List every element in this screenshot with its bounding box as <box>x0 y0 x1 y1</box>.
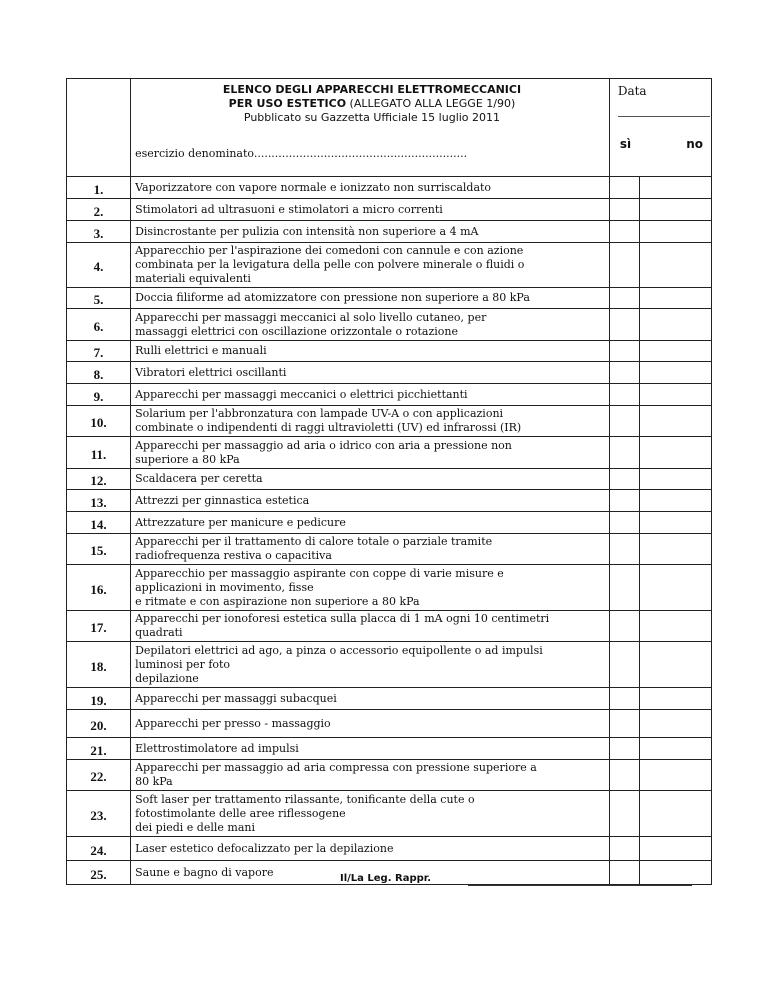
description-line: Laser estetico defocalizzato per la depilazione <box>135 841 394 855</box>
item-number: 12. <box>67 469 131 490</box>
description-line: Doccia filiforme ad atomizzatore con pressione non superiore a 80 kPa <box>135 291 530 304</box>
description-line: Solarium per l'abbronzatura con lampade UV-A o con applicazioni <box>135 407 504 420</box>
table-row <box>67 406 712 437</box>
si-checkbox-cell[interactable] <box>609 611 639 642</box>
description-line: Soft laser per trattamento rilassante, tonificante della cute o <box>135 792 475 806</box>
si-checkbox-cell[interactable] <box>609 243 639 288</box>
item-description <box>131 406 610 437</box>
item-number: 20. <box>67 710 131 738</box>
item-number: 10. <box>67 406 131 437</box>
item-number: 1. <box>67 177 131 199</box>
document-title <box>135 79 609 111</box>
item-number: 25. <box>67 861 131 885</box>
no-checkbox-cell[interactable] <box>639 837 711 861</box>
document-subtitle: Pubblicato su Gazzetta Ufficiale 15 luglio 2011 <box>243 111 501 124</box>
description-line: fotostimolante delle aree riflessogene <box>135 806 346 820</box>
title-line2-bold: PER USO ESTETICO <box>228 97 347 110</box>
si-checkbox-cell[interactable] <box>609 512 639 534</box>
table-row <box>67 490 712 512</box>
no-checkbox-cell[interactable] <box>639 791 711 837</box>
si-checkbox-cell[interactable] <box>609 406 639 437</box>
table-row <box>67 341 712 362</box>
item-number: 4. <box>67 243 131 288</box>
item-description <box>131 738 610 760</box>
description-line: Apparecchi per il trattamento di calore totale o parziale tramite <box>135 535 493 548</box>
date-field-line[interactable] <box>618 116 710 117</box>
no-checkbox-cell[interactable] <box>639 710 711 738</box>
item-number: 2. <box>67 199 131 221</box>
header-row <box>67 79 712 177</box>
no-checkbox-cell[interactable] <box>639 642 711 688</box>
esercizio-field[interactable]: esercizio denominato............................................................. <box>135 147 468 160</box>
item-description <box>131 177 610 199</box>
si-checkbox-cell[interactable] <box>609 469 639 490</box>
item-number: 14. <box>67 512 131 534</box>
description-line: 80 kPa <box>135 775 173 788</box>
item-number: 19. <box>67 688 131 710</box>
description-line: Vibratori elettrici oscillanti <box>135 365 287 379</box>
no-checkbox-cell[interactable] <box>639 309 711 341</box>
item-description <box>131 760 610 791</box>
table-row <box>67 177 712 199</box>
description-line: radiofrequenza restiva o capacitiva <box>135 549 332 562</box>
no-checkbox-cell[interactable] <box>639 611 711 642</box>
si-checkbox-cell[interactable] <box>609 565 639 611</box>
description-line: Apparecchio per l'aspirazione dei comedoni con cannule e con azione <box>135 244 524 257</box>
no-checkbox-cell[interactable] <box>639 341 711 362</box>
description-line: superiore a 80 kPa <box>135 452 240 466</box>
si-checkbox-cell[interactable] <box>609 760 639 791</box>
no-checkbox-cell[interactable] <box>639 288 711 309</box>
description-line: Rulli elettrici e manuali <box>135 344 267 357</box>
table-row <box>67 688 712 710</box>
description-line: Apparecchi per massaggi subacquei <box>135 691 337 705</box>
item-number: 9. <box>67 384 131 406</box>
item-description <box>131 512 610 534</box>
si-checkbox-cell[interactable] <box>609 221 639 243</box>
item-description <box>131 710 610 738</box>
si-checkbox-cell[interactable] <box>609 288 639 309</box>
description-line: dei piedi e delle mani <box>135 820 255 834</box>
no-checkbox-cell[interactable] <box>639 760 711 791</box>
item-number: 8. <box>67 362 131 384</box>
description-line: Apparecchi per ionoforesi estetica sulla placca di 1 mA ogni 10 centimetri <box>135 612 550 625</box>
data-cell <box>609 79 711 177</box>
title-line2-rest: (ALLEGATO ALLA LEGGE 1/90) <box>346 97 516 110</box>
si-checkbox-cell[interactable] <box>609 710 639 738</box>
si-checkbox-cell[interactable] <box>609 791 639 837</box>
no-checkbox-cell[interactable] <box>639 565 711 611</box>
item-description <box>131 688 610 710</box>
item-description <box>131 837 610 861</box>
description-line: luminosi per foto <box>135 657 231 671</box>
item-description <box>131 490 610 512</box>
signature-label: Il/La Leg. Rappr. <box>340 873 432 884</box>
item-description <box>131 469 610 490</box>
item-number: 6. <box>67 309 131 341</box>
description-line: depilazione <box>135 671 199 685</box>
no-checkbox-cell[interactable] <box>639 861 711 885</box>
no-checkbox-cell[interactable] <box>639 688 711 710</box>
signature-line[interactable] <box>468 885 692 886</box>
description-line: Apparecchi per massaggio ad aria o idrico con aria a pressione non <box>135 438 512 452</box>
checklist-sheet <box>66 78 712 885</box>
si-checkbox-cell[interactable] <box>609 642 639 688</box>
description-line: e ritmate e con aspirazione non superiore a 80 kPa <box>135 594 420 608</box>
description-line: massaggi elettrici con oscillazione orizzontale o rotazione <box>135 324 458 338</box>
description-line: quadrati <box>135 626 183 639</box>
description-line: Disincrostante per pulizia con intensità non superiore a 4 mA <box>135 224 479 238</box>
no-checkbox-cell[interactable] <box>639 243 711 288</box>
item-description <box>131 642 610 688</box>
no-checkbox-cell[interactable] <box>639 199 711 221</box>
table-row <box>67 642 712 688</box>
si-checkbox-cell[interactable] <box>609 341 639 362</box>
item-number: 11. <box>67 437 131 469</box>
table-row <box>67 534 712 565</box>
table-row <box>67 437 712 469</box>
item-number: 22. <box>67 760 131 791</box>
item-number: 23. <box>67 791 131 837</box>
item-description <box>131 309 610 341</box>
si-checkbox-cell[interactable] <box>609 437 639 469</box>
table-row <box>67 837 712 861</box>
si-checkbox-cell[interactable] <box>609 490 639 512</box>
table-row <box>67 738 712 760</box>
si-checkbox-cell[interactable] <box>609 309 639 341</box>
description-line: Apparecchi per massaggi meccanici o elettrici picchiettanti <box>135 387 468 401</box>
item-number: 13. <box>67 490 131 512</box>
si-checkbox-cell[interactable] <box>609 534 639 565</box>
no-checkbox-cell[interactable] <box>639 469 711 490</box>
table-row <box>67 309 712 341</box>
description-line: Saune e bagno di vapore <box>135 865 274 879</box>
table-row <box>67 565 712 611</box>
si-checkbox-cell[interactable] <box>609 861 639 885</box>
no-column-label: no <box>686 137 703 151</box>
description-line: Attrezzi per ginnastica estetica <box>135 493 310 507</box>
table-row <box>67 512 712 534</box>
no-checkbox-cell[interactable] <box>639 221 711 243</box>
item-description <box>131 341 610 362</box>
item-number: 17. <box>67 611 131 642</box>
item-description <box>131 288 610 309</box>
item-description <box>131 565 610 611</box>
no-checkbox-cell[interactable] <box>639 512 711 534</box>
item-number: 16. <box>67 565 131 611</box>
item-description <box>131 362 610 384</box>
no-checkbox-cell[interactable] <box>639 437 711 469</box>
item-number: 7. <box>67 341 131 362</box>
item-number: 3. <box>67 221 131 243</box>
item-description <box>131 384 610 406</box>
header-title-cell <box>131 79 610 177</box>
item-description <box>131 243 610 288</box>
table-row <box>67 288 712 309</box>
table-row <box>67 221 712 243</box>
item-number: 21. <box>67 738 131 760</box>
si-checkbox-cell[interactable] <box>609 837 639 861</box>
si-checkbox-cell[interactable] <box>609 362 639 384</box>
no-checkbox-cell[interactable] <box>639 490 711 512</box>
description-line: combinate o indipendenti di raggi ultravioletti (UV) ed infrarossi (IR) <box>135 421 522 434</box>
description-line: Apparecchi per massaggio ad aria compressa con pressione superiore a <box>135 761 537 774</box>
item-description <box>131 437 610 469</box>
si-checkbox-cell[interactable] <box>609 384 639 406</box>
description-line: Apparecchi per massaggi meccanici al solo livello cutaneo, per <box>135 310 487 324</box>
no-checkbox-cell[interactable] <box>639 534 711 565</box>
table-row <box>67 199 712 221</box>
description-line: Apparecchi per presso - massaggio <box>135 716 331 730</box>
si-checkbox-cell[interactable] <box>609 738 639 760</box>
description-line: Elettrostimolatore ad impulsi <box>135 741 299 755</box>
table-row <box>67 710 712 738</box>
table-row <box>67 791 712 837</box>
si-column-label: sì <box>619 137 632 151</box>
description-line: Attrezzature per manicure e pedicure <box>135 515 346 529</box>
data-label: Data <box>617 84 647 98</box>
description-line: Stimolatori ad ultrasuoni e stimolatori a micro correnti <box>135 202 443 216</box>
si-checkbox-cell[interactable] <box>609 688 639 710</box>
table-row <box>67 362 712 384</box>
si-checkbox-cell[interactable] <box>609 177 639 199</box>
item-number: 18. <box>67 642 131 688</box>
si-checkbox-cell[interactable] <box>609 199 639 221</box>
item-number: 15. <box>67 534 131 565</box>
table-row <box>67 243 712 288</box>
description-line: Depilatori elettrici ad ago, a pinza o accessorio equipollente o ad impulsi <box>135 643 543 657</box>
description-line: Apparecchio per massaggio aspirante con coppe di varie misure e <box>135 566 504 580</box>
item-description <box>131 534 610 565</box>
item-description <box>131 199 610 221</box>
item-description <box>131 221 610 243</box>
no-checkbox-cell[interactable] <box>639 362 711 384</box>
title-line1: ELENCO DEGLI APPARECCHI ELETTROMECCANICI <box>222 83 522 96</box>
item-description <box>131 791 610 837</box>
item-description <box>131 611 610 642</box>
header-num-cell <box>67 79 131 177</box>
item-number: 5. <box>67 288 131 309</box>
description-line: Scaldacera per ceretta <box>135 472 263 485</box>
no-checkbox-cell[interactable] <box>639 738 711 760</box>
description-line: materiali equivalenti <box>135 272 251 285</box>
item-number: 24. <box>67 837 131 861</box>
table-row <box>67 469 712 490</box>
equipment-table <box>66 78 712 885</box>
description-line: Vaporizzatore con vapore normale e ionizzato non surriscaldato <box>135 180 492 194</box>
table-row <box>67 611 712 642</box>
no-checkbox-cell[interactable] <box>639 406 711 437</box>
no-checkbox-cell[interactable] <box>639 177 711 199</box>
table-row <box>67 384 712 406</box>
description-line: combinata per la levigatura della pelle con polvere minerale o fluidi o <box>135 258 525 271</box>
description-line: applicazioni in movimento, fisse <box>135 580 314 594</box>
table-row <box>67 760 712 791</box>
no-checkbox-cell[interactable] <box>639 384 711 406</box>
